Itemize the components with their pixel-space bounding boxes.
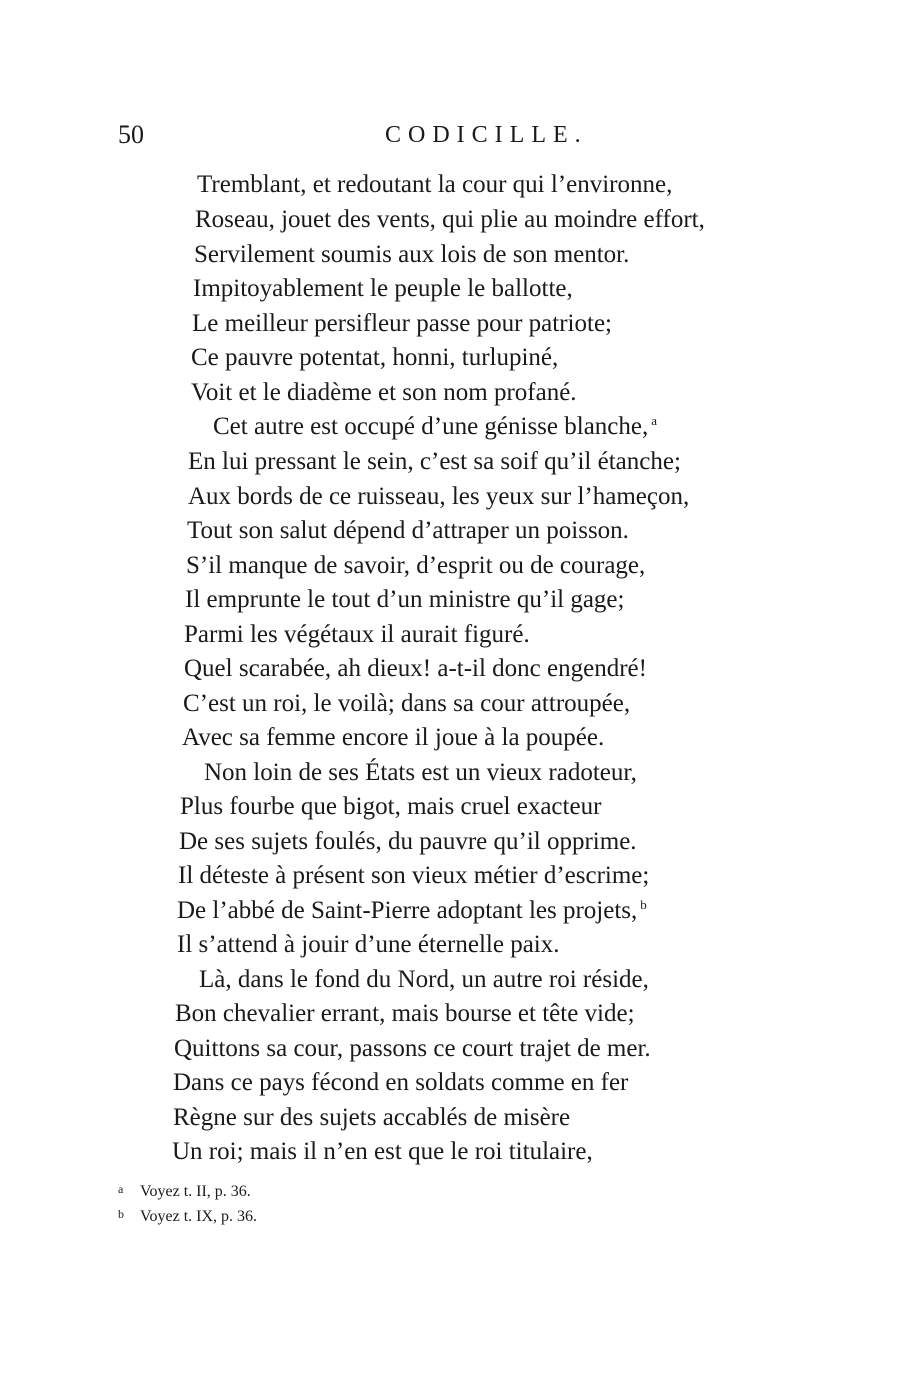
verse-line: Quel scarabée, ah dieux! a-t-il donc engendré!: [184, 655, 647, 682]
page-number: 50: [118, 120, 144, 149]
verse-line: Cet autre est occupé d’une génisse blanche, $^a$: [213, 413, 658, 440]
verse-line: Il déteste à présent son vieux métier d’escrime;: [178, 862, 650, 889]
verse-line: Aux bords de ce ruisseau, les yeux sur l’hameçon,: [188, 483, 690, 510]
verse-line: Quittons sa cour, passons ce court trajet de mer.: [174, 1035, 651, 1062]
verse-line: C’est un roi, le voilà; dans sa cour attroupée,: [183, 690, 631, 717]
footnote-text: Voyez t. II, p. 36.: [140, 1183, 251, 1200]
footnote-ref: b: [640, 897, 647, 912]
verse-line: Plus fourbe que bigot, mais cruel exacteur: [180, 793, 602, 820]
verse-line: S’il manque de savoir, d’esprit ou de courage,: [186, 552, 646, 579]
verse-line: Avec sa femme encore il joue à la poupée.: [182, 724, 605, 751]
verse-line: Tout son salut dépend d’attraper un poisson.: [187, 517, 629, 544]
running-head: CODICILLE.: [385, 122, 588, 148]
verse-line: Voit et le diadème et son nom profané.: [191, 379, 577, 406]
footnote-ref: a: [651, 413, 658, 428]
verse-line: Un roi; mais il n’en est que le roi titulaire,: [172, 1138, 593, 1165]
footnotes: [118, 1182, 257, 1232]
verse-line: Bon chevalier errant, mais bourse et tête vide;: [175, 1000, 635, 1027]
verse-line: Il emprunte le tout d’un ministre qu’il gage;: [185, 586, 625, 613]
verse-line: Impitoyablement le peuple le ballotte,: [193, 275, 573, 302]
verse-line: Non loin de ses États est un vieux radoteur,: [204, 759, 637, 786]
verse-line: Ce pauvre potentat, honni, turlupiné,: [191, 344, 559, 371]
verse-line: Roseau, jouet des vents, qui plie au moindre effort,: [195, 206, 705, 233]
verse-line: De ses sujets foulés, du pauvre qu’il opprime.: [179, 828, 637, 855]
footnote: [118, 1207, 257, 1232]
verse-line: Tremblant, et redoutant la cour qui l’environne,: [197, 171, 673, 198]
verse-line: Dans ce pays fécond en soldats comme en fer: [173, 1069, 629, 1096]
footnote-text: Voyez t. IX, p. 36.: [140, 1208, 258, 1225]
footnote-mark: b: [118, 1207, 124, 1221]
verse-line: Parmi les végétaux il aurait figuré.: [184, 621, 530, 648]
verse-line: Règne sur des sujets accablés de misère: [173, 1104, 571, 1131]
verse-line: Il s’attend à jouir d’une éternelle paix.: [177, 931, 560, 958]
footnote-mark: a: [118, 1182, 124, 1196]
footnote: [118, 1182, 257, 1207]
verse-line: De l’abbé de Saint-Pierre adoptant les projets, $^b$: [177, 897, 647, 924]
verse-line: En lui pressant le sein, c’est sa soif qu’il étanche;: [188, 448, 681, 475]
verse-line: Servilement soumis aux lois de son mentor.: [194, 241, 630, 268]
verse-line: Le meilleur persifleur passe pour patriote;: [192, 310, 612, 337]
verse-line: Là, dans le fond du Nord, un autre roi réside,: [199, 966, 649, 993]
